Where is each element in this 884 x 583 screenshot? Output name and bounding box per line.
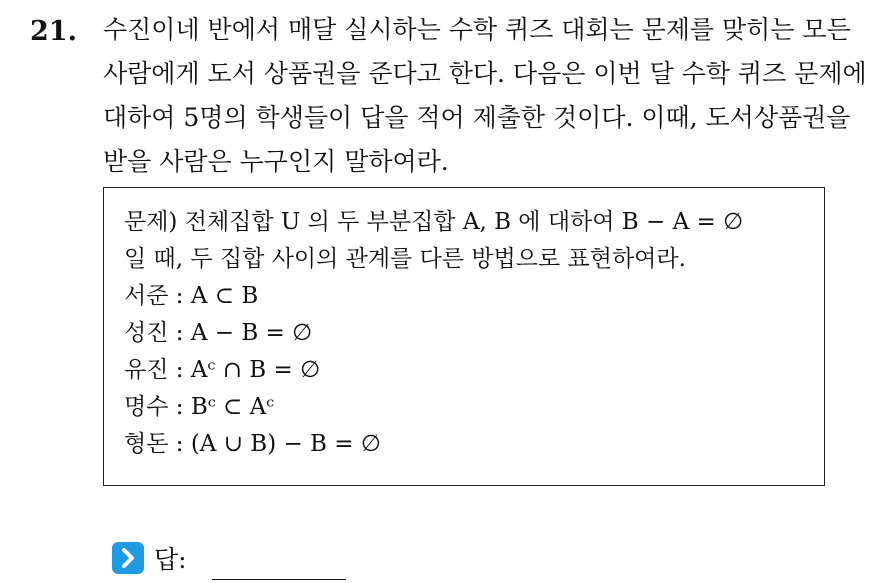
- quiz-box: [103, 187, 825, 486]
- student-answer-row: [124, 278, 743, 315]
- student-answer: Aᶜ ∩ B = ∅: [190, 357, 321, 383]
- student-answer: Bᶜ ⊂ Aᶜ: [190, 394, 275, 420]
- student-answer: A − B = ∅: [190, 320, 313, 346]
- student-answer-row: [124, 315, 743, 352]
- student-name: 형돈: [124, 431, 169, 457]
- quiz-problem-line: 문제) 전체집합 U 의 두 부분집합 A, B 에 대하여 B − A = ∅: [124, 209, 744, 235]
- student-answer-row: [124, 352, 743, 389]
- question-line: 대하여 5명의 학생들이 답을 적어 제출한 것이다. 이때, 도서상품권을: [103, 103, 851, 132]
- question-line: 사람에게 도서 상품권을 준다고 한다. 다음은 이번 달 수학 퀴즈 문제에: [103, 59, 867, 88]
- question-line: 받을 사람은 누구인지 말하여라.: [103, 147, 449, 176]
- answer-separator: :: [168, 394, 191, 420]
- quiz-box-content: [124, 204, 743, 463]
- answer-separator: :: [168, 320, 191, 346]
- answer-separator: :: [168, 431, 191, 457]
- answer-blank[interactable]: [212, 579, 346, 580]
- answer-separator: :: [168, 357, 191, 383]
- chevron-right-icon: [112, 542, 144, 574]
- question-text: [103, 8, 873, 184]
- quiz-problem-line: 일 때, 두 집합 사이의 관계를 다른 방법으로 표현하여라.: [124, 246, 686, 272]
- question-number: 21.: [30, 16, 77, 47]
- question-line: 수진이네 반에서 매달 실시하는 수학 퀴즈 대회는 문제를 맞히는 모든: [103, 15, 851, 44]
- student-name: 서준: [124, 283, 169, 309]
- student-answer: A ⊂ B: [190, 283, 259, 309]
- student-answer-row: [124, 426, 743, 463]
- student-name: 명수: [124, 394, 169, 420]
- student-answer: (A ∪ B) − B = ∅: [190, 431, 381, 457]
- answer-label: 답:: [154, 545, 187, 574]
- student-name: 성진: [124, 320, 169, 346]
- student-answer-row: [124, 389, 743, 426]
- student-name: 유진: [124, 357, 169, 383]
- answer-separator: :: [168, 283, 191, 309]
